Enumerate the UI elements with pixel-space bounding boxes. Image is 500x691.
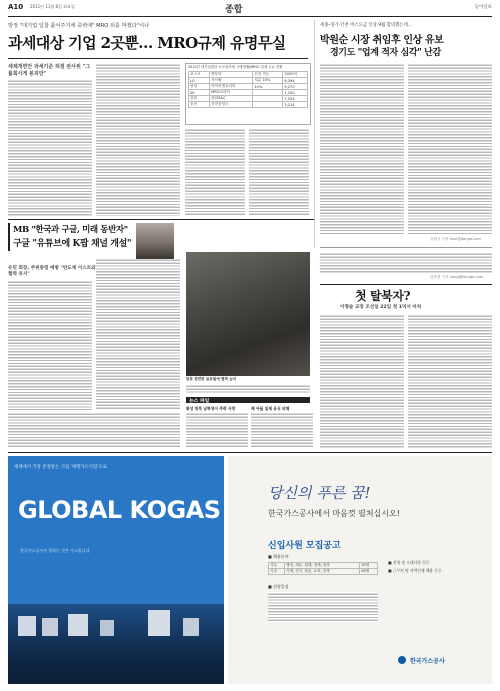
news-title: 뉴스 파일 [189, 399, 210, 404]
portrait-photo [136, 223, 174, 259]
photo-caption: 한류 관련한 글로벌에 협력 논의 [186, 377, 237, 381]
recruit-right-1: ■ 전형 및 우대사항 등등 [388, 560, 430, 565]
recruit-title: 신입사원 모집공고 [268, 541, 341, 551]
main-body-col4 [249, 128, 309, 216]
recruit-schedule-lines [268, 592, 378, 622]
mb-body-col1 [8, 280, 92, 410]
handshake-photo [186, 252, 310, 376]
section-title: 종합 [225, 5, 243, 15]
main-body-col2 [96, 63, 180, 216]
ad-tagline: 세계에서 가장 존경받는 기업 '세계가스기업'으로 [14, 465, 107, 470]
mb-body-col2 [96, 258, 180, 410]
slogan-ko: 한국가스공사에서 마음껏 펼쳐십시오! [268, 509, 400, 518]
header-rule [8, 16, 492, 17]
table-row: 기술 기계, 전기, 화공, 토목, 건축 00명 [269, 569, 378, 575]
terminal-skyline [8, 596, 224, 636]
right-body-col2 [408, 63, 492, 235]
byline-2: 김종형 기자 yjong@donga.com [430, 275, 484, 279]
table-row: 웅진 웅진홀딩스 3,214 [189, 102, 308, 108]
table-row: 포스코 엔투비 신설 가능 2000억 [189, 72, 308, 78]
table-row: 사무 행정, 재무, 회계, 경제, 법학 30명 [269, 563, 378, 569]
column-subhead: 이형술 교장 조선일 22일 첫 1억서 마처 [340, 305, 422, 310]
recruit-right-2: ■ 근무처 및 지역인재 채용 등등 [388, 568, 442, 573]
mro-table-box [185, 63, 311, 125]
main-rule [8, 58, 308, 59]
table-row: LG 서브원 지분 10% 8,394 [189, 78, 308, 84]
news-item-1-body [186, 412, 248, 447]
news-item-1: 화성 방북 남학생이 추락 사망 [186, 406, 236, 411]
main-body-col1 [8, 79, 92, 216]
news-item-2-body [251, 412, 313, 447]
mb-body-bottom [8, 412, 180, 447]
kogas-ad [8, 456, 224, 684]
mb-head-block [8, 223, 143, 251]
column-divider [314, 20, 315, 248]
main-headline: 과세대상 기업 2곳뿐… MRO규제 유명무실 [8, 34, 286, 52]
recruit-section-1: ■ 채용분야 [268, 554, 289, 559]
news-item-2: 배 아들 일제 공식 피해 [251, 406, 290, 411]
table-row: 한화 한화S&C 7,254 [189, 96, 308, 102]
kogas-emblem-icon [398, 656, 406, 664]
kogas-footer: 한국가스공사 [410, 658, 445, 665]
mb-kicker: MB "한국과 구글, 미래 동반자" [13, 225, 128, 235]
right-body-cont [320, 252, 492, 274]
column-headline: 첫 탈북자? [355, 289, 411, 303]
right-headline-b: 경기도 "업계 적자 심각" 난감 [330, 48, 441, 58]
ad-divider [8, 452, 492, 453]
photo-caption-body [186, 384, 310, 394]
column-body-col1 [320, 314, 404, 448]
right-kicker: 세종-경기-인천 버스요금 인상 9월 합의했는데… [320, 23, 413, 28]
main-body-col3 [185, 128, 245, 216]
recruit-section-2: ■ 전형일정 [268, 584, 289, 589]
column-body-col2 [408, 314, 492, 448]
right-body-col1 [320, 63, 404, 235]
table-row: SK MRO코리아 1,200 [189, 90, 308, 96]
table-row: 삼성 아이마켓코리아 10% 9,270 [189, 84, 308, 90]
page-number: A10 [8, 3, 24, 11]
mb-subhead: 슈밋 회장, 주위통령 예방 "반도체 이스트와 협력 유지" [8, 266, 96, 277]
ad-tagline-2: 한국가스공사가 일하는 것은 가스입니다 [20, 548, 90, 553]
recruit-ad [228, 456, 492, 684]
byline: 김원국 기자 ivan@donga.com [430, 237, 481, 241]
main-kicker: 방정 "대기업 입찰 품어주기에 중벽에" MRO 뒤를 막겠다"이나 [8, 23, 150, 29]
mb-headline: 구글 "유튜브에 K팝 채널 개설" [13, 239, 132, 249]
kogas-logo: GLOBAL KOGAS [18, 496, 221, 524]
column-rule [320, 284, 492, 285]
table-caption: 2010년 대기업집단 소모성자재 구매대행(MRO) 업체 주요 현황 [188, 65, 283, 69]
mb-rule [8, 219, 314, 220]
slogan-cursive: 당신의 푸른 꿈! [268, 484, 371, 502]
paper-name: 동아일보 [474, 5, 492, 10]
right-rule [320, 247, 492, 248]
issue-date: 2011년 11월 8일 화요일 [30, 4, 75, 9]
mro-table [188, 71, 308, 108]
recruit-table [268, 562, 378, 575]
right-headline-a: 박원순 시장 취임후 인상 유보 [320, 35, 444, 46]
main-left-subhead: 세제개편안 과세기준 허점 판사위 "그룹회사게 붕괴만" [8, 64, 91, 77]
